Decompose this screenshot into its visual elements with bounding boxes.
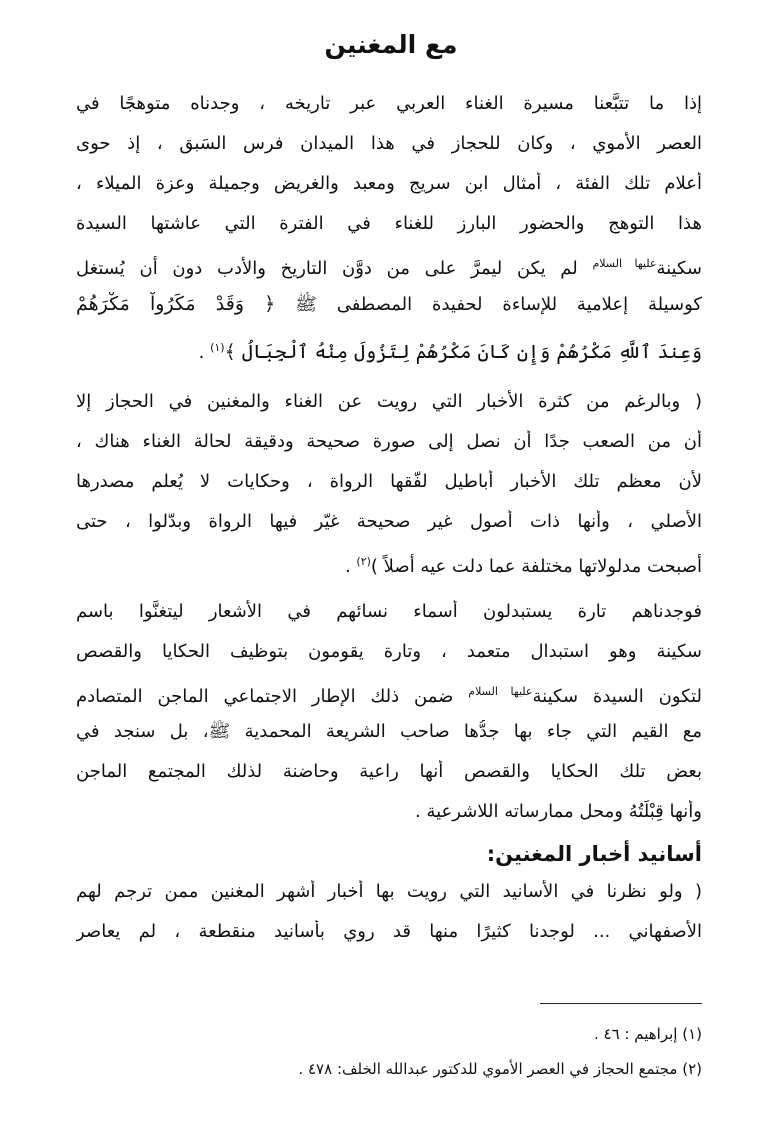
text-line: الأصفهاني ... لوجدنا كثيرًا منها قد روي بأسانيد منقطعة ، لم يعاصر — [76, 921, 702, 942]
text-span: أصبحت مدلولاتها مختلفة عما دلت عيه أصلاً ) — [370, 556, 702, 577]
quran-verse: وَعِندَ ٱللَّهِ مَكْرُهُمْ وَإِن كَانَ مَكْرُهُمْ لِتَزُولَ مِنْهُ ٱلْجِبَالُ ﴾ — [224, 341, 702, 363]
text-span: كوسيلة إعلامية للإساءة لحفيدة المصطفى — [336, 294, 702, 315]
text-span: لتكون السيدة سكينة — [532, 686, 702, 707]
page-title: مع المغنين — [324, 30, 458, 59]
text-line — [76, 680, 702, 709]
text-line: سكينة وهو استبدال متعمد ، وتارة يقومون بتوظيف الحكايا والقصص — [76, 641, 702, 662]
text-line — [76, 720, 702, 744]
footnote: (٢) مجتمع الحجاز في العصر الأموي للدكتور عبدالله الخلف: ٤٧٨ . — [298, 1060, 702, 1078]
footnote-divider — [540, 1003, 702, 1004]
text-line: أن من الصعب جدًا أن نصل إلى صورة صحيحة ودقيقة لحالة الغناء هناك ، — [76, 431, 702, 452]
text-line: هذا التوهج والحضور البارز للغناء في الفترة التي عاشتها السيدة — [76, 213, 702, 234]
text-line: ( وبالرغم من كثرة الأخبار التي رويت عن الغناء والمغنين في الحجاز إلا — [76, 391, 702, 412]
text-line: إذا ما تتبَّعنا مسيرة الغناء العربي عبر تاريخه ، وجدناه متوهجًا في — [76, 93, 702, 114]
text-line — [76, 292, 702, 317]
text-line — [76, 252, 702, 281]
honorific: عليها السلام — [592, 257, 657, 270]
text-span: . — [344, 556, 351, 577]
text-span: لم يكن ليمرَّ على من دوَّن التاريخ والأدب دون أن يُستغل — [76, 258, 578, 279]
text-line: ( ولو نظرنا في الأسانيد التي رويت بها أخبار أشهر المغنين ممن ترجم لهم — [76, 881, 702, 902]
text-span: ضمن ذلك الإطار الاجتماعي الماجن المتصادم — [76, 686, 454, 707]
text-line: أعلام تلك الفئة ، أمثال ابن سريج ومعبد والغريض وجميلة وعزة الميلاء ، — [76, 173, 702, 194]
text-span: ، بل سنجد في — [76, 721, 209, 742]
quran-verse: ﴿ وَقَدْ مَكَرُواْ مَكْرَهُمْ — [76, 293, 276, 315]
text-span: مع القيم التي جاء بها جدُّها صاحب الشريعة المحمدية — [244, 721, 702, 742]
footnote: (١) إبراهيم : ٤٦ . — [593, 1025, 702, 1043]
text-line: فوجدناهم تارة يستبدلون أسماء نسائهم في الأشعار ليتغنَّوا باسم — [76, 601, 702, 622]
footnote-ref: (٢) — [356, 555, 371, 568]
text-line: وأنها قِبْلَتُهُ ومحل ممارساته اللاشرعية . — [415, 801, 702, 822]
honorific: عليها السلام — [468, 685, 533, 698]
text-span: . — [198, 342, 205, 363]
text-line: الأصلي ، وأنها ذات أصول غير صحيحة غيّر فيها الرواة وبدّلوا ، حتى — [76, 511, 702, 532]
honorific: ﷺ — [208, 721, 231, 742]
text-line — [76, 550, 702, 579]
honorific: ﷺ — [295, 294, 317, 315]
text-line — [76, 336, 702, 365]
text-line: لأن معظم تلك الأخبار أباطيل لفّقها الرواة ، وحكايات لا يُعلم مصدرها — [76, 471, 702, 492]
section-heading: أسانيد أخبار المغنين: — [486, 842, 702, 866]
text-line: العصر الأموي ، وكان للحجاز في هذا الميدان فرس السَبق ، إذ حوى — [76, 133, 702, 154]
footnote-ref: (١) — [210, 341, 225, 354]
text-span: سكينة — [656, 258, 702, 279]
text-line: بعض تلك الحكايا والقصص أنها راعية وحاضنة لذلك المجتمع الماجن — [76, 761, 702, 782]
